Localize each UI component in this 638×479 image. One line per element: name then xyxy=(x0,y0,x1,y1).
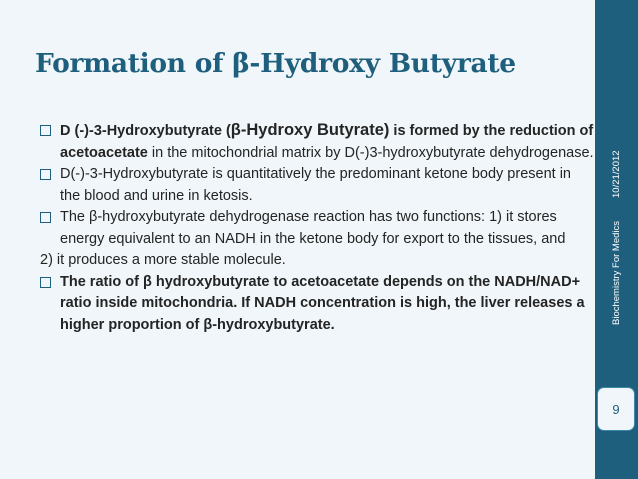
p4-text: 2) it produces a more stable molecule. xyxy=(40,252,286,268)
slide-title: Formation of β-Hydroxy Butyrate xyxy=(35,48,516,79)
bullet-paragraph-1 xyxy=(40,120,595,164)
page-number: 9 xyxy=(612,401,620,417)
slide-footer: Biochemistry For Medics xyxy=(611,221,622,325)
bullet-paragraph-5 xyxy=(40,272,595,337)
slide-date: 10/21/2012 xyxy=(611,150,622,198)
p3-text: The β-hydroxybutyrate dehydrogenase reaction has two functions: 1) it stores energy equivalent to an NADH in the ketone body for export to the tissues, and xyxy=(60,209,566,247)
p5-text: The ratio of β hydroxybutyrate to acetoacetate depends on the NADH/NAD+ ratio inside mitochondria. If NADH concentration is high, the liver releases a higher proportion of β-hydroxybutyrate. xyxy=(60,273,585,333)
p1-bold-b: is formed by the reduction of acetoacetate xyxy=(60,123,594,161)
checkbox-bullet-icon xyxy=(40,125,51,136)
bullet-paragraph-2 xyxy=(40,164,595,207)
p2-text: D(-)-3-Hydroxybutyrate is quantitatively the predominant ketone body present in the blood and urine in ketosis. xyxy=(60,166,571,204)
paragraph-4 xyxy=(40,250,595,272)
checkbox-bullet-icon xyxy=(40,277,51,288)
bullet-paragraph-3 xyxy=(40,207,595,250)
p1-bold-big: β-Hydroxy Butyrate) xyxy=(230,121,390,139)
slide-content xyxy=(40,120,595,336)
p1-rest: in the mitochondrial matrix by D(-)3-hydroxybutyrate dehydrogenase. xyxy=(147,144,594,161)
page-number-box xyxy=(597,387,635,431)
checkbox-bullet-icon xyxy=(40,212,51,223)
p1-bold-a: D (-)-3-Hydroxybutyrate ( xyxy=(60,123,231,139)
checkbox-bullet-icon xyxy=(40,169,51,180)
